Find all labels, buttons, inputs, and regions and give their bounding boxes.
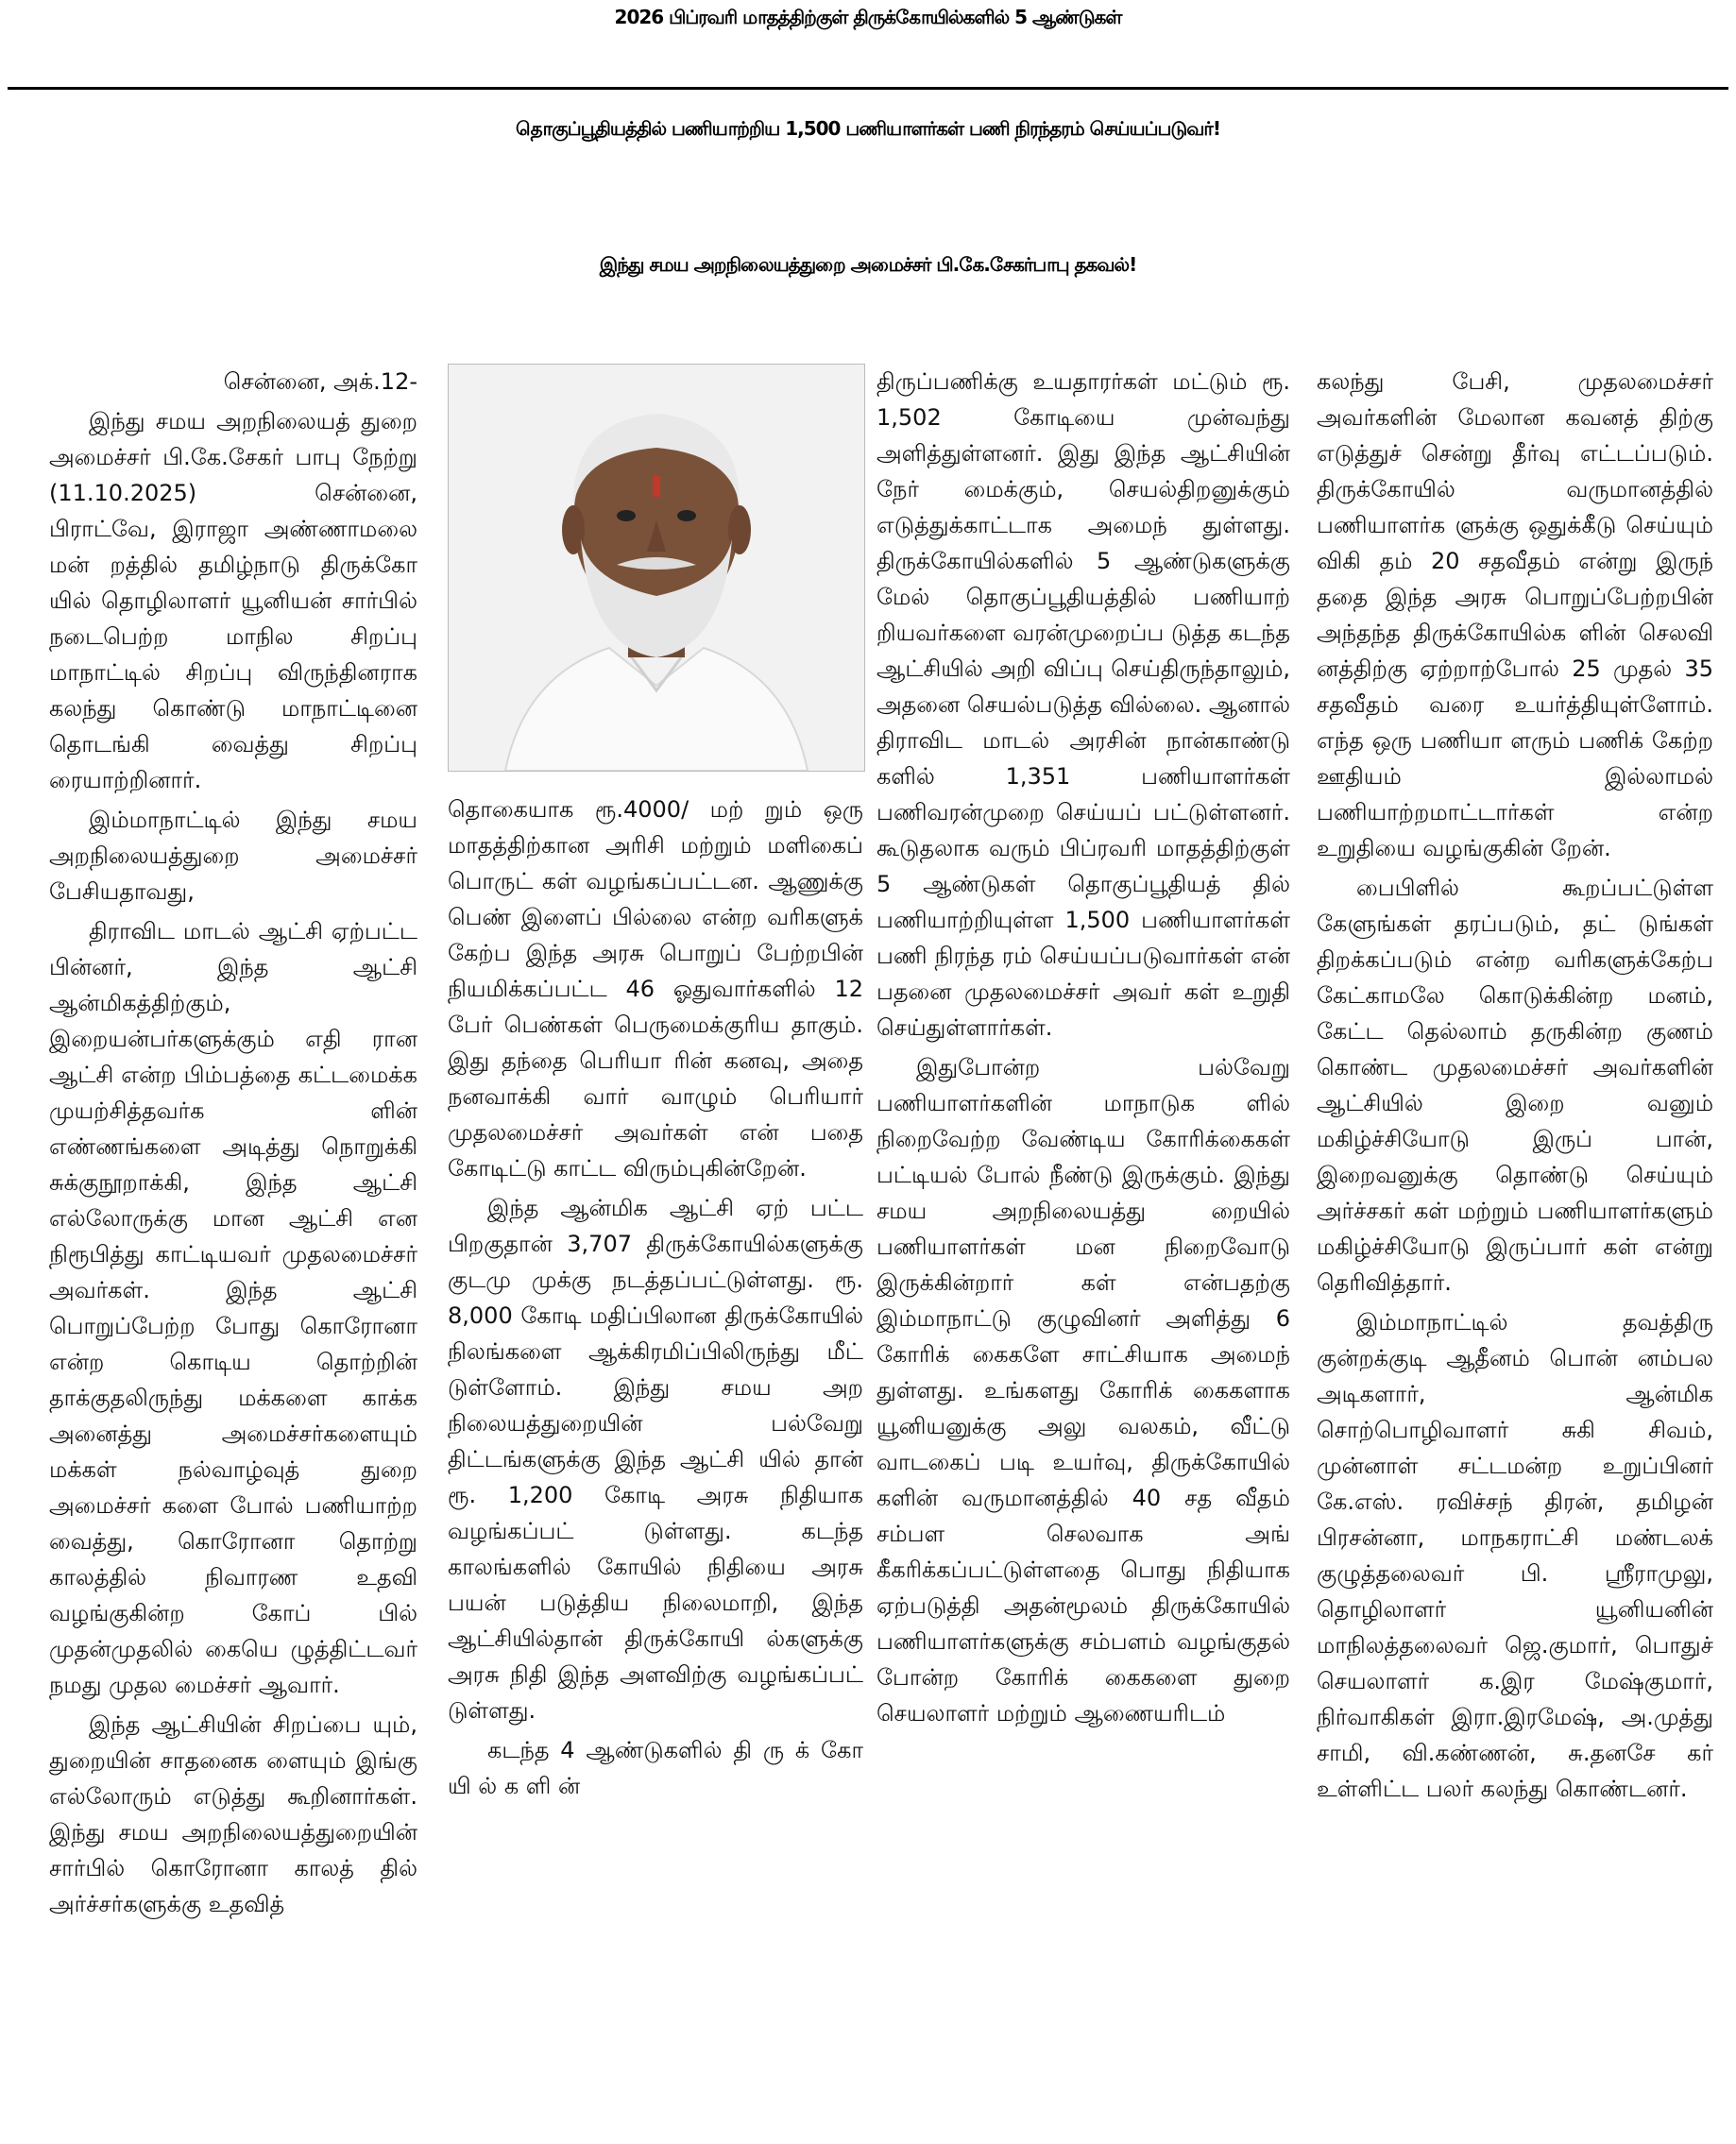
paragraph: இம்மாநாட்டில் இந்து சமய அறநிலையத்துறை அமைச்சர் பேசியதாவது, xyxy=(49,807,417,905)
paragraph: பைபிளில் கூறப்பட்டுள்ள கேளுங்கள் தரப்படும், தட் டுங்கள் திறக்கப்படும் என்ற வரிகளுக்கேற்ப கேட்காமலே கொடுக்கின்ற மனம், கேட்ட தெல்லாம் தருகின்ற குணம் கொண்ட முதலமைச்சர் அவர்களின் ஆட்சியில் இறை வனும் மகிழ்ச்சியோடு இருப் பான், இறைவனுக்கு தொண்டு செய்யும் அர்ச்சகர் கள் மற்றும் பணியாளர்களும் மகிழ்ச்சியோடு இருப்பார் கள் என்று தெரிவித்தார். xyxy=(1317,875,1713,1296)
paragraph: இம்மாநாட்டில் தவத்திரு குன்றக்குடி ஆதீனம் பொன் னம்பல அடிகளார், ஆன்மிக சொற்பொழிவாளர் சுகி சிவம், முன்னாள் சட்டமன்ற உறுப்பினர் கே.எஸ். ரவிச்சந் திரன், தமிழன் பிரசன்னா, மாநகராட்சி மண்டலக் குழுத்தலைவர் பி. ஸ்ரீராமுலு, தொழிலாளர் யூனியனின் மாநிலத்தலைவர் ஜெ.குமார், பொதுச் செயலாளர் க.இர மேஷ்குமார், நிர்வாகிகள் இரா.இரமேஷ், அ.முத்து சாமி, வி.கண்ணன், சு.தனசே கர் உள்ளிட்ட பலர் கலந்து கொண்டனர். xyxy=(1317,1309,1713,1802)
headline-divider xyxy=(8,87,1728,90)
paragraph: இதுபோன்ற பல்வேறு பணியாளர்களின் மாநாடுக ளில் நிறைவேற்ற வேண்டிய கோரிக்கைகள் பட்டியல் போல் நீண்டு இருக்கும். இந்து சமய அறநிலையத்து றையில் பணியாளர்கள் மன நிறைவோடு இருக்கின்றார் கள் என்பதற்கு இம்மாநாட்டு குழுவினர் அளித்து 6 கோரிக் கைகளே சாட்சியாக அமைந் துள்ளது. உங்களது கோரிக் கைகளாக யூனியனுக்கு அலு வலகம், வீட்டு வாடகைப் படி உயர்வு, திருக்கோயில் களின் வருமானத்தில் 40 சத வீதம் சம்பள செலவாக அங் கீகரிக்கப்பட்டுள்ளதை பொது நிதியாக ஏற்படுத்தி அதன்மூலம் திருக்கோயில் பணியாளர்களுக்கு சம்பளம் வழங்குதல் போன்ற கோரிக் கைகளை துறை செயலாளர் மற்றும் ஆணையரிடம் xyxy=(877,1054,1290,1727)
article-column-1 xyxy=(49,364,417,1926)
paragraph: கலந்து பேசி, முதலமைச்சர் அவர்களின் மேலான கவனத் திற்கு எடுத்துச் சென்று தீர்வு எட்டப்படும். திருக்கோயில் வருமானத்தில் பணியாளர்க ளுக்கு ஒதுக்கீடு செய்யும் விகி தம் 20 சதவீதம் என்று இருந் ததை இந்த அரசு பொறுப்பேற்றபின் அந்தந்த திருக்கோயில்க ளின் செலவி னத்திற்கு ஏற்றாற்போல் 25 முதல் 35 சதவீதம் வரை உயர்த்தியுள்ளோம். எந்த ஒரு பணியா ளரும் பணிக் கேற்ற ஊதியம் இல்லாமல் பணியாற்றமாட்டார்கள் என்ற உறுதியை வழங்குகின் றேன். xyxy=(1317,368,1713,861)
paragraph: கடந்த 4 ஆண்டுகளில் தி ரு க் கோ யி ல் க ளி ன் xyxy=(448,1737,863,1799)
minister-portrait-photo xyxy=(448,364,865,772)
article-column-3 xyxy=(877,364,1290,1735)
headline-line-2: தொகுப்பூதியத்தில் பணியாற்றிய 1,500 பணியாளர்கள் பணி நிரந்தரம் செய்யப்படுவர்! xyxy=(516,117,1220,140)
headline-line-1: 2026 பிப்ரவரி மாதத்திற்குள் திருக்கோயில்களில் 5 ஆண்டுகள் xyxy=(614,6,1122,28)
headline-line-3: இந்து சமய அறநிலையத்துறை அமைச்சர் பி.கே.சேகர்பாபு தகவல்! xyxy=(599,253,1137,276)
article-column-2 xyxy=(448,791,863,1808)
article-column-4 xyxy=(1317,364,1713,1811)
paragraph: தொகையாக ரூ.4000/ மற் றும் ஒரு மாதத்திற்கான அரிசி மற்றும் மளிகைப் பொருட் கள் வழங்கப்பட்டன. ஆணுக்கு பெண் இளைப் பில்லை என்ற வரிகளுக் கேற்ப இந்த அரசு பொறுப் பேற்றபின் நியமிக்கப்பட்ட 46 ஓதுவார்களில் 12 பேர் பெண்கள் பெருமைக்குரிய தாகும். இது தந்தை பெரியா ரின் கனவு, அதை நனவாக்கி வார் வாழும் பெரியார் முதலமைச்சர் அவர்கள் என் பதை கோடிட்டு காட்ட விரும்புகின்றேன். xyxy=(448,796,863,1182)
paragraph: திராவிட மாடல் ஆட்சி ஏற்பட்ட பின்னர், இந்த ஆட்சி ஆன்மிகத்திற்கும், இறையன்பர்களுக்கும் எதி ரான ஆட்சி என்ற பிம்பத்தை கட்டமைக்க முயற்சித்தவர்க ளின் எண்ணங்களை அடித்து நொறுக்கி சுக்குநூறாக்கி, இந்த ஆட்சி எல்லோருக்கு மான ஆட்சி என நிரூபித்து காட்டியவர் முதலமைச்சர் அவர்கள். இந்த ஆட்சி பொறுப்பேற்ற போது கொரோனா என்ற கொடிய தொற்றின் தாக்குதலிருந்து மக்களை காக்க அனைத்து அமைச்சர்களையும் மக்கள் நல்வாழ்வுத் துறை அமைச்சர் களை போல் பணியாற்ற வைத்து, கொரோனா தொற்று காலத்தில் நிவாரண உதவி வழங்குகின்ற கோப் பில் முதன்முதலில் கையெ ழுத்திட்டவர் நமது முதல மைச்சர் ஆவார். xyxy=(49,918,417,1698)
paragraph: திருப்பணிக்கு உயதாரர்கள் மட்டும் ரூ. 1,502 கோடியை முன்வந்து அளித்துள்ளனர். இது இந்த ஆட்சியின் நேர் மைக்கும், செயல்திறனுக்கும் எடுத்துக்காட்டாக அமைந் துள்ளது. திருக்கோயில்களில் 5 ஆண்டுகளுக்கு மேல் தொகுப்பூதியத்தில் பணியாற் றியவர்களை வரன்முறைப்ப டுத்த கடந்த ஆட்சியில் அறி விப்பு செய்திருந்தாலும், அதனை செயல்படுத்த வில்லை. ஆனால் திராவிட மாடல் அரசின் நான்காண்டு களில் 1,351 பணியாளர்கள் பணிவரன்முறை செய்யப் பட்டுள்ளனர். கூடுதலாக வரும் பிப்ரவரி மாதத்திற்குள் 5 ஆண்டுகள் தொகுப்பூதியத் தில் பணியாற்றியுள்ள 1,500 பணியாளர்கள் பணி நிரந்த ரம் செய்யப்படுவார்கள் என் பதனை முதலமைச்சர் அவர் கள் உறுதி செய்துள்ளார்கள். xyxy=(877,368,1290,1041)
paragraph: இந்த ஆன்மிக ஆட்சி ஏற் பட்ட பிறகுதான் 3,707 திருக்கோயில்களுக்கு குடமு முக்கு நடத்தப்பட்டுள்ளது. ரூ. 8,000 கோடி மதிப்பிலான திருக்கோயில் நிலங்களை ஆக்கிரமிப்பிலிருந்து மீட் டுள்ளோம். இந்து சமய அற நிலையத்துறையின் பல்வேறு திட்டங்களுக்கு இந்த ஆட்சி யில் தான் ரூ. 1,200 கோடி அரசு நிதியாக வழங்கப்பட் டுள்ளது. கடந்த காலங்களில் கோயில் நிதியை அரசு பயன் படுத்திய நிலைமாறி, இந்த ஆட்சியில்தான் திருக்கோயி ல்களுக்கு அரசு நிதி இந்த அளவிற்கு வழங்கப்பட் டுள்ளது. xyxy=(448,1195,863,1724)
paragraph: இந்த ஆட்சியின் சிறப்பை யும், துறையின் சாதனைக ளையும் இங்கு எல்லோரும் எடுத்து கூறினார்கள். இந்து சமய அறநிலையத்துறையின் சார்பில் கொரோனா காலத் தில் அர்ச்சர்களுக்கு உதவித் xyxy=(49,1711,417,1917)
portrait-icon xyxy=(449,365,864,771)
paragraph: இந்து சமய அறநிலையத் துறை அமைச்சர் பி.கே.சேகர் பாபு நேற்று (11.10.2025) சென்னை, பிராட்வே, இராஜா அண்ணாமலை மன் றத்தில் தமிழ்நாடு திருக்கோ யில் தொழிலாளர் யூனியன் சார்பில் நடைபெற்ற மாநில சிறப்பு மாநாட்டில் சிறப்பு விருந்தினராக கலந்து கொண்டு மாநாட்டினை தொடங்கி வைத்து சிறப்பு ரையாற்றினார். xyxy=(49,408,417,793)
dateline: சென்னை, அக்.12- xyxy=(223,368,417,395)
